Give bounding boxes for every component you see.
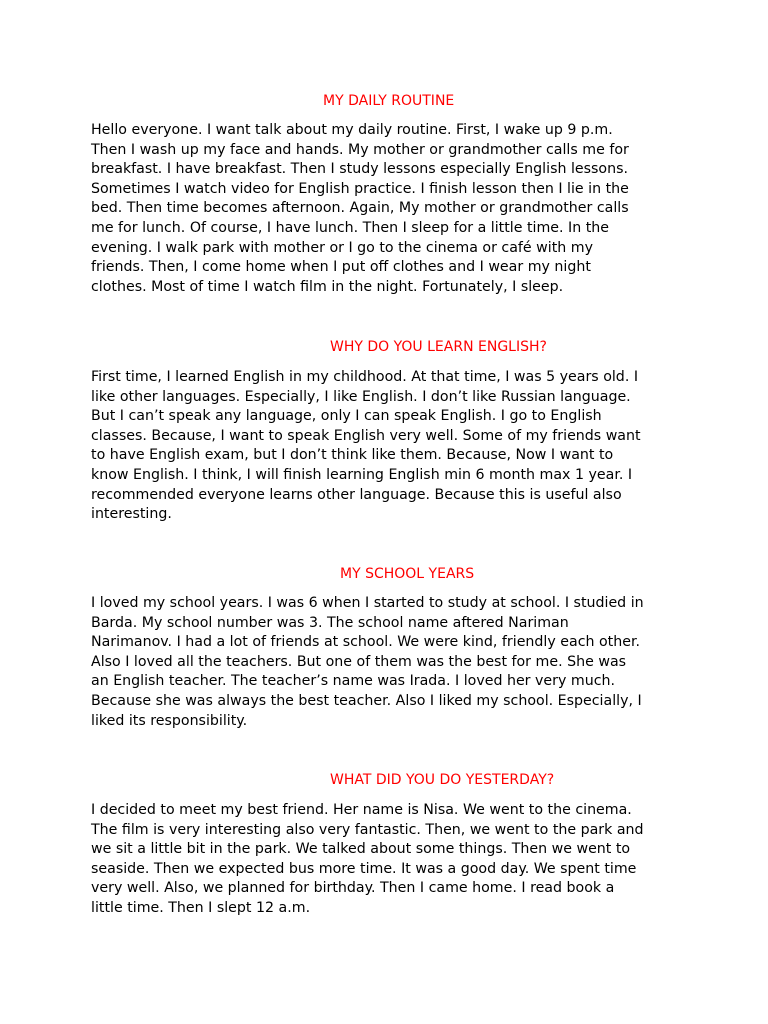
paragraph-line: interesting. [91, 506, 172, 523]
paragraph-line: classes. Because, I want to speak English very well. Some of my friends want [91, 427, 641, 444]
paragraph-line: Narimanov. I had a lot of friends at school. We were kind, friendly each other. [91, 634, 641, 651]
paragraph-line: very well. Also, we planned for birthday. Then I came home. I read book a [91, 880, 615, 897]
paragraph-line: liked its responsibility. [91, 712, 248, 729]
paragraph-line: an English teacher. The teacher’s name was Irada. I loved her very much. [91, 673, 616, 690]
paragraph-line: bed. Then time becomes afternoon. Again, My mother or grandmother calls [91, 200, 629, 217]
paragraph-school-years [91, 594, 683, 731]
paragraph-line: we sit a little bit in the park. We talked about some things. Then we went to [91, 841, 631, 858]
heading-why-learn-english: WHY DO YOU LEARN ENGLISH? [330, 339, 547, 355]
paragraph-line: First time, I learned English in my childhood. At that time, I was 5 years old. I [91, 369, 639, 385]
paragraph-yesterday [91, 801, 683, 919]
paragraph-line: me for lunch. Of course, I have lunch. Then I sleep for a little time. In the [91, 219, 610, 236]
paragraph-line: know English. I think, I will finish learning English min 6 month max 1 year. I [91, 466, 633, 483]
paragraph-line: like other languages. Especially, I like English. I don’t like Russian language. [91, 388, 631, 405]
paragraph-line: Hello everyone. I want talk about my daily routine. First, I wake up 9 p.m. [91, 122, 613, 138]
paragraph-line: The film is very interesting also very fantastic. Then, we went to the park and [91, 821, 644, 838]
paragraph-line: evening. I walk park with mother or I go to the cinema or café with my [91, 239, 593, 256]
paragraph-line: little time. Then I slept 12 a.m. [91, 899, 311, 916]
paragraph-line: I loved my school years. I was 6 when I started to study at school. I studied in [91, 595, 644, 611]
paragraph-line: Barda. My school number was 3. The school name aftered Nariman [91, 614, 569, 631]
paragraph-daily-routine [91, 121, 683, 297]
paragraph-line: seaside. Then we expected bus more time. It was a good day. We spent time [91, 860, 637, 877]
paragraph-line: to have English exam, but I don’t think like them. Because, Now I want to [91, 447, 614, 464]
paragraph-line: I decided to meet my best friend. Her name is Nisa. We went to the cinema. [91, 802, 632, 818]
heading-my-school-years: MY SCHOOL YEARS [340, 566, 475, 582]
paragraph-line: Then I wash up my face and hands. My mother or grandmother calls me for [91, 141, 629, 158]
paragraph-line: breakfast. I have breakfast. Then I study lessons especially English lessons. [91, 161, 628, 178]
paragraph-line: Also I loved all the teachers. But one of them was the best for me. She was [91, 653, 627, 670]
paragraph-line: friends. Then, I come home when I put off clothes and I wear my night [91, 259, 591, 276]
paragraph-line: Sometimes I watch video for English practice. I finish lesson then I lie in the [91, 180, 629, 197]
paragraph-line: But I can’t speak any language, only I can speak English. I go to English [91, 408, 602, 425]
heading-my-daily-routine: MY DAILY ROUTINE [323, 93, 455, 109]
paragraph-line: Because she was always the best teacher. Also I liked my school. Especially, I [91, 692, 642, 709]
paragraph-line: clothes. Most of time I watch film in the night. Fortunately, I sleep. [91, 278, 564, 295]
heading-what-did-you-do-yesterday: WHAT DID YOU DO YESTERDAY? [330, 772, 555, 788]
paragraph-why-learn-english [91, 368, 683, 525]
paragraph-line: recommended everyone learns other language. Because this is useful also [91, 486, 622, 503]
